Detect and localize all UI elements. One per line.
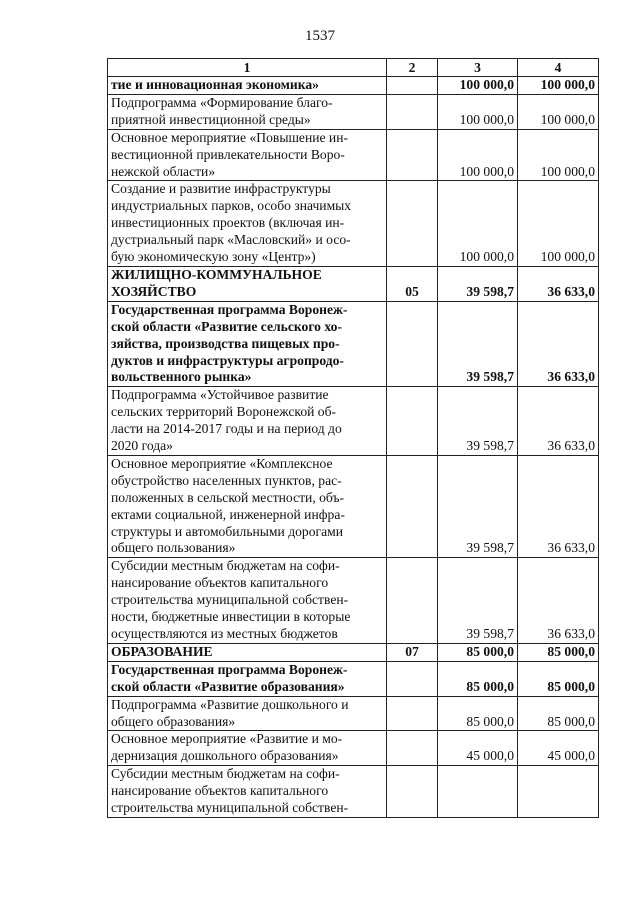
row-section-code <box>387 455 438 557</box>
table-header-row <box>108 59 599 77</box>
row-name-line: ности, бюджетные инвестиции в которые <box>111 609 351 625</box>
row-amount-2 <box>518 766 599 818</box>
row-amount-2: 85 000,0 <box>518 661 599 696</box>
row-name-line: Создание и развитие инфраструктуры <box>111 181 331 197</box>
row-name-line: вольственного рынка» <box>111 369 252 385</box>
row-name-line: Основное мероприятие «Развитие и мо- <box>111 731 343 747</box>
row-name-line: сельских территорий Воронежской об- <box>111 404 337 420</box>
row-name-cell <box>108 301 387 387</box>
row-section-code <box>387 181 438 267</box>
row-name-cell <box>108 129 387 181</box>
row-section-code <box>387 301 438 387</box>
budget-table <box>107 58 599 818</box>
row-section-code <box>387 129 438 181</box>
row-amount-2: 36 633,0 <box>518 455 599 557</box>
row-name-line: общего образования» <box>111 713 236 729</box>
table-row <box>108 643 599 661</box>
row-name-line: Подпрограмма «Развитие дошкольного и <box>111 696 349 712</box>
table-row <box>108 181 599 267</box>
column-header-section: 2 <box>387 59 438 77</box>
row-amount-2: 100 000,0 <box>518 77 599 95</box>
table-row <box>108 731 599 766</box>
row-name-cell <box>108 558 387 644</box>
row-amount-1: 39 598,7 <box>438 301 518 387</box>
row-amount-1: 100 000,0 <box>438 181 518 267</box>
table-row <box>108 94 599 129</box>
row-section-code <box>387 558 438 644</box>
row-name-line: ОБРАЗОВАНИЕ <box>111 643 213 659</box>
row-name-line: положенных в сельской местности, объ- <box>111 489 345 505</box>
table-body <box>108 77 599 818</box>
row-name-line: приятной инвестиционной среды» <box>111 111 311 127</box>
row-section-code <box>387 387 438 456</box>
column-header-name: 1 <box>108 59 387 77</box>
row-name-line: инвестиционных проектов (включая ин- <box>111 215 345 231</box>
row-name-line: ектами социальной, инженерной инфра- <box>111 506 345 522</box>
row-name-line: Основное мероприятие «Повышение ин- <box>111 129 349 145</box>
row-name-line: обустройство населенных пунктов, рас- <box>111 472 342 488</box>
row-section-code: 07 <box>387 643 438 661</box>
row-name-line: Субсидии местным бюджетам на софи- <box>111 558 340 574</box>
row-name-line: ХОЗЯЙСТВО <box>111 283 197 299</box>
row-name-line: ской области «Развитие сельского хо- <box>111 318 342 334</box>
row-name-cell <box>108 77 387 95</box>
row-name-line: строительства муниципальной собствен- <box>111 800 349 816</box>
row-name-line: структуры и автомобильными дорогами <box>111 523 344 539</box>
row-name-line: бую экономическую зону «Центр») <box>111 249 316 265</box>
row-section-code <box>387 766 438 818</box>
row-name-line: Подпрограмма «Устойчивое развитие <box>111 387 329 403</box>
row-amount-1: 100 000,0 <box>438 94 518 129</box>
row-amount-1: 85 000,0 <box>438 696 518 731</box>
row-name-cell <box>108 387 387 456</box>
row-amount-1: 39 598,7 <box>438 387 518 456</box>
row-name-line: Государственная программа Воронеж- <box>111 661 348 677</box>
row-name-cell <box>108 94 387 129</box>
row-name-cell <box>108 766 387 818</box>
column-header-amount-1: 3 <box>438 59 518 77</box>
row-name-line: Основное мероприятие «Комплексное <box>111 455 333 471</box>
row-name-line: вестиционной привлекательности Воро- <box>111 146 345 162</box>
table-row <box>108 266 599 301</box>
row-section-code <box>387 77 438 95</box>
row-name-line: общего пользования» <box>111 540 236 556</box>
table-row <box>108 455 599 557</box>
table-row <box>108 77 599 95</box>
table-row <box>108 696 599 731</box>
table-row <box>108 766 599 818</box>
row-name-cell <box>108 455 387 557</box>
table-row <box>108 129 599 181</box>
row-name-cell <box>108 661 387 696</box>
row-name-cell <box>108 643 387 661</box>
row-amount-2: 100 000,0 <box>518 94 599 129</box>
row-name-line: нансирование объектов капитального <box>111 575 329 591</box>
row-name-line: Подпрограмма «Формирование благо- <box>111 94 333 110</box>
row-section-code <box>387 696 438 731</box>
row-name-cell <box>108 696 387 731</box>
row-name-line: тие и инновационная экономика» <box>111 77 319 92</box>
row-amount-1: 39 598,7 <box>438 558 518 644</box>
table-row <box>108 387 599 456</box>
row-amount-2: 45 000,0 <box>518 731 599 766</box>
row-name-line: дуктов и инфраструктуры агропродо- <box>111 352 344 368</box>
row-name-line: дернизация дошкольного образования» <box>111 748 339 764</box>
row-name-line: дустриальный парк «Масловский» и осо- <box>111 232 351 248</box>
row-name-line: ской области «Развитие образования» <box>111 678 345 694</box>
row-name-line: строительства муниципальной собствен- <box>111 592 349 608</box>
row-section-code <box>387 661 438 696</box>
row-name-line: осуществляются из местных бюджетов <box>111 626 338 641</box>
row-name-line: ЖИЛИЩНО-КОММУНАЛЬНОЕ <box>111 266 322 282</box>
row-amount-1: 85 000,0 <box>438 643 518 661</box>
row-amount-2: 36 633,0 <box>518 266 599 301</box>
row-amount-2: 100 000,0 <box>518 181 599 267</box>
row-amount-1: 39 598,7 <box>438 266 518 301</box>
row-name-line: Государственная программа Воронеж- <box>111 301 348 317</box>
table-row <box>108 301 599 387</box>
row-section-code <box>387 731 438 766</box>
row-amount-2: 85 000,0 <box>518 696 599 731</box>
row-name-line: Субсидии местным бюджетам на софи- <box>111 766 340 782</box>
table-row <box>108 558 599 644</box>
row-name-line: индустриальных парков, особо значимых <box>111 198 352 214</box>
row-name-line: зяйства, производства пищевых про- <box>111 335 340 351</box>
row-name-cell <box>108 181 387 267</box>
row-amount-1: 100 000,0 <box>438 77 518 95</box>
row-amount-2: 100 000,0 <box>518 129 599 181</box>
row-amount-1: 45 000,0 <box>438 731 518 766</box>
row-name-line: нансирование объектов капитального <box>111 783 329 799</box>
row-name-cell <box>108 266 387 301</box>
row-name-line: ласти на 2014-2017 годы и на период до <box>111 421 342 437</box>
row-name-cell <box>108 731 387 766</box>
row-amount-1: 85 000,0 <box>438 661 518 696</box>
row-amount-1: 39 598,7 <box>438 455 518 557</box>
row-amount-2: 36 633,0 <box>518 387 599 456</box>
row-section-code: 05 <box>387 266 438 301</box>
row-amount-1: 100 000,0 <box>438 129 518 181</box>
row-name-line: 2020 года» <box>111 438 173 454</box>
column-header-amount-2: 4 <box>518 59 599 77</box>
row-section-code <box>387 94 438 129</box>
row-amount-2: 85 000,0 <box>518 643 599 661</box>
row-name-line: нежской области» <box>111 163 216 179</box>
row-amount-2: 36 633,0 <box>518 301 599 387</box>
row-amount-2: 36 633,0 <box>518 558 599 644</box>
table-row <box>108 661 599 696</box>
row-amount-1 <box>438 766 518 818</box>
page-number: 1537 <box>305 28 335 44</box>
